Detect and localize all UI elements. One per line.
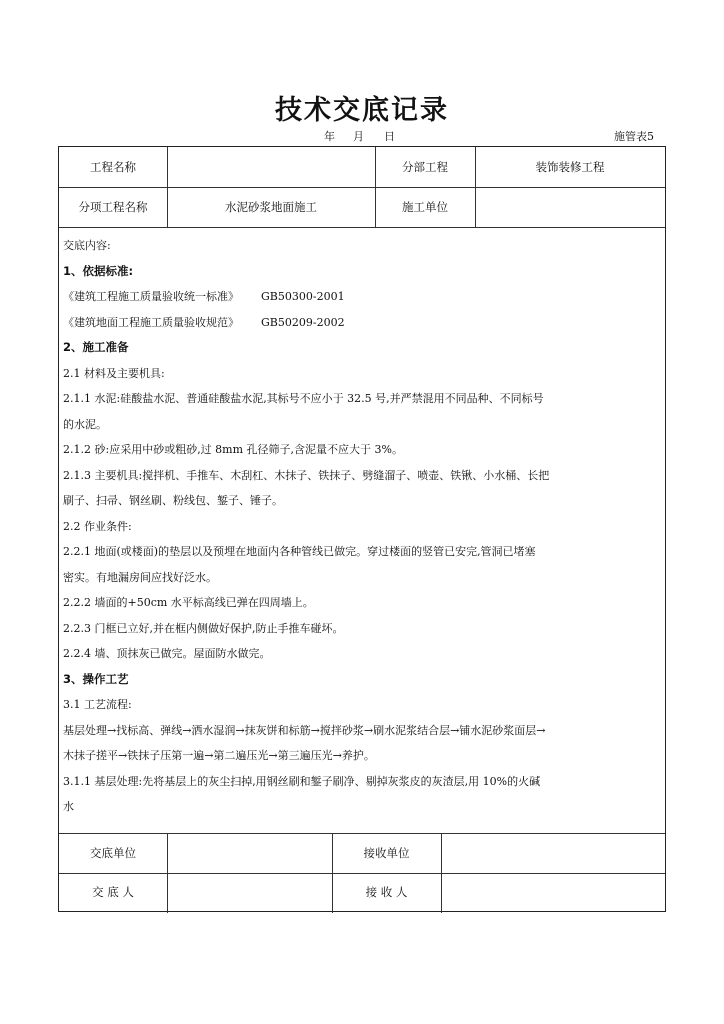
- standard-code: GB50300-2001: [261, 290, 345, 303]
- form-code: 施管表5: [614, 130, 654, 143]
- contractor-label: 施工单位: [402, 200, 448, 214]
- standard-code: GB50209-2002: [261, 315, 345, 329]
- content-line: 2.2.2 墙面的+50cm 水平标高线已弹在四周墙上。: [63, 596, 314, 609]
- content-line: 2.1.1 水泥:硅酸盐水泥、普通硅酸盐水泥,其标号不应小于 32.5 号,并严禁混用不同品种、不同标号: [63, 392, 544, 405]
- handover-person-value[interactable]: [167, 873, 332, 911]
- contractor-value[interactable]: [475, 187, 665, 227]
- content-line: 2.2.1 地面(或楼面)的垫层以及预埋在地面内各种管线已做完。穿过楼面的竖管已安完,管洞已堵塞: [63, 545, 536, 558]
- content-intro: 交底内容:: [63, 239, 111, 252]
- receiver-person-value[interactable]: [441, 873, 665, 911]
- project-name-value[interactable]: [167, 147, 375, 187]
- handover-unit-label: 交底单位: [90, 846, 136, 860]
- sub-item-value[interactable]: 水泥砂浆地面施工: [225, 200, 317, 214]
- sub-item-label: 分项工程名称: [78, 200, 148, 214]
- content-line: 2.1.3 主要机具:搅拌机、手推车、木刮杠、木抹子、铁抹子、劈缝溜子、喷壶、铁锹、小水桶、长把: [63, 468, 550, 482]
- date-year-label: 年: [324, 130, 335, 143]
- content-line: 2.2.4 墙、顶抹灰已做完。屋面防水做完。: [63, 647, 271, 660]
- date-month-label: 月: [353, 130, 364, 143]
- content-line: 2.1.2 砂:应采用中砂或粗砂,过 8mm 孔径筛子,含泥量不应大于 3%。: [63, 443, 403, 456]
- content-line: 2.1 材料及主要机具:: [63, 366, 165, 380]
- content-line: 刷子、扫帚、钢丝刷、粉线包、錾子、锤子。: [63, 494, 283, 507]
- handover-person-label: 交 底 人: [92, 885, 134, 899]
- record-table: [58, 146, 666, 912]
- section-heading: 3、操作工艺: [63, 671, 129, 686]
- handover-unit-value[interactable]: [167, 833, 332, 873]
- section-heading: 2、施工准备: [63, 340, 129, 354]
- content-line: 基层处理→找标高、弹线→洒水湿润→抹灰饼和标筋→搅拌砂浆→刷水泥浆结合层→铺水泥砂浆面层→: [63, 723, 546, 737]
- content-line: 2.2 作业条件:: [63, 519, 132, 533]
- standard-item: [63, 310, 661, 336]
- content-line: 的水泥。: [63, 417, 107, 431]
- document-title: 技术交底记录: [275, 95, 449, 126]
- division-value[interactable]: 装饰装修工程: [535, 160, 605, 174]
- section-heading: 1、依据标准:: [63, 263, 134, 278]
- content-line: 木抹子搓平→铁抹子压第一遍→第二遍压光→第三遍压光→养护。: [63, 749, 375, 762]
- project-name-label: 工程名称: [90, 160, 136, 174]
- disclosure-content: [59, 227, 665, 833]
- receiver-unit-value[interactable]: [441, 833, 665, 873]
- date-day-label: 日: [384, 130, 395, 143]
- content-line: 水: [63, 800, 74, 813]
- content-line: 2.2.3 门框已立好,并在框内侧做好保护,防止手推车碰坏。: [63, 621, 344, 635]
- standard-item: [63, 284, 661, 310]
- division-label: 分部工程: [402, 160, 448, 174]
- standard-name: 《建筑工程施工质量验收统一标准》: [63, 290, 239, 303]
- standard-name: 《建筑地面工程施工质量验收规范》: [63, 315, 239, 329]
- receiver-person-label: 接 收 人: [365, 885, 408, 899]
- content-line: 密实。有地漏房间应找好泛水。: [63, 570, 217, 584]
- content-line: 3.1 工艺流程:: [63, 698, 132, 711]
- receiver-unit-label: 接收单位: [363, 846, 410, 860]
- content-line: 3.1.1 基层处理:先将基层上的灰尘扫掉,用钢丝刷和錾子刷净、剔掉灰浆皮的灰渣层,用 10%的火碱: [63, 774, 541, 788]
